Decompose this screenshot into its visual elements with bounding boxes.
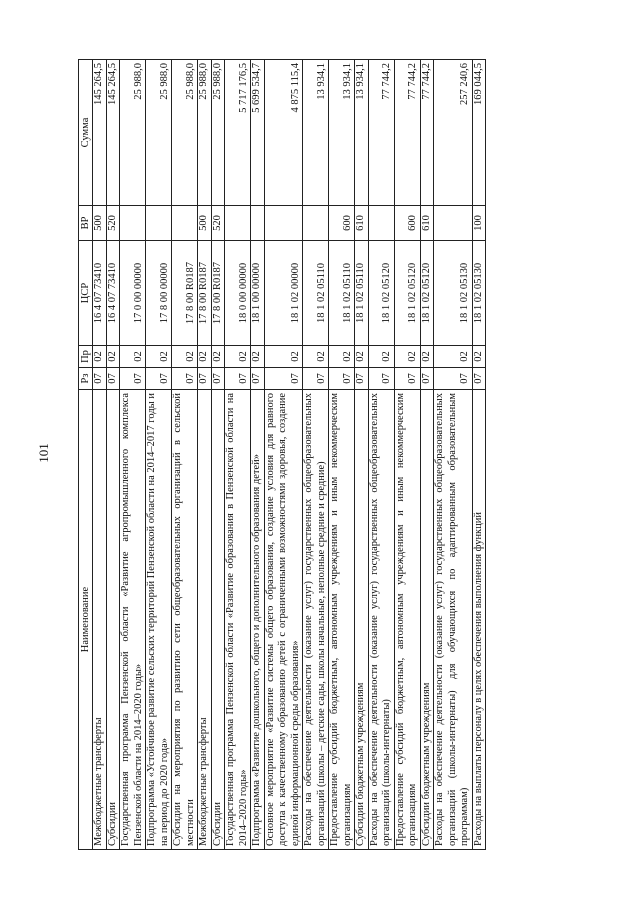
cell-sum: 13 934,1 bbox=[303, 60, 329, 206]
cell-name: Расходы на выплаты персоналу в целях обеспечения выполнения функций bbox=[472, 390, 486, 850]
cell-csr: 18 1 02 05110 bbox=[303, 241, 329, 346]
cell-sum: 77 744,2 bbox=[420, 60, 434, 206]
cell-csr: 17 8 00 R0187 bbox=[211, 241, 225, 346]
cell-sum: 169 044,5 bbox=[472, 60, 486, 206]
cell-name: Субсидии на мероприятия по развитию сети общеобразовательных организаций в сельской местности bbox=[172, 390, 198, 850]
cell-vr bbox=[172, 206, 198, 241]
cell-rz: 07 bbox=[472, 368, 486, 390]
table-row bbox=[355, 60, 369, 850]
cell-rz: 07 bbox=[93, 368, 107, 390]
cell-rz: 07 bbox=[120, 368, 146, 390]
cell-pr: 02 bbox=[355, 346, 369, 368]
cell-sum: 4 875 115,4 bbox=[264, 60, 303, 206]
table-body bbox=[93, 60, 486, 850]
cell-sum: 77 744,2 bbox=[394, 60, 420, 206]
header-rz: Рз bbox=[79, 368, 93, 390]
cell-sum: 25 988,0 bbox=[172, 60, 198, 206]
cell-csr: 18 1 02 05120 bbox=[368, 241, 394, 346]
cell-csr: 17 8 00 00000 bbox=[146, 241, 172, 346]
cell-pr: 02 bbox=[251, 346, 265, 368]
cell-rz: 07 bbox=[303, 368, 329, 390]
cell-rz: 07 bbox=[329, 368, 355, 390]
cell-csr: 17 0 00 00000 bbox=[120, 241, 146, 346]
rotated-page-content bbox=[78, 60, 558, 850]
cell-csr: 18 1 00 00000 bbox=[251, 241, 265, 346]
table-row bbox=[198, 60, 212, 850]
cell-vr bbox=[264, 206, 303, 241]
cell-vr: 500 bbox=[93, 206, 107, 241]
cell-rz: 07 bbox=[198, 368, 212, 390]
cell-pr: 02 bbox=[198, 346, 212, 368]
cell-sum: 257 240,6 bbox=[434, 60, 473, 206]
table-row bbox=[172, 60, 198, 850]
cell-rz: 07 bbox=[211, 368, 225, 390]
table-row bbox=[251, 60, 265, 850]
cell-rz: 07 bbox=[172, 368, 198, 390]
cell-sum: 5 699 534,7 bbox=[251, 60, 265, 206]
cell-rz: 07 bbox=[434, 368, 473, 390]
cell-name: Подпрограмма «Устойчивое развитие сельских территорий Пензенской области на 2014–2017 годы и на период до 2020 года» bbox=[146, 390, 172, 850]
cell-rz: 07 bbox=[368, 368, 394, 390]
cell-name: Расходы на обеспечение деятельности (оказание услуг) государственных общеобразовательных организаций (школы-интернаты) bbox=[368, 390, 394, 850]
table-row bbox=[472, 60, 486, 850]
cell-rz: 07 bbox=[146, 368, 172, 390]
cell-name: Предоставление субсидий бюджетным, автономным учреждениям и иным некоммерческим организациям bbox=[394, 390, 420, 850]
cell-csr: 18 1 02 05120 bbox=[394, 241, 420, 346]
cell-csr: 17 8 00 R0187 bbox=[198, 241, 212, 346]
cell-rz: 07 bbox=[355, 368, 369, 390]
cell-sum: 13 934,1 bbox=[329, 60, 355, 206]
cell-pr: 02 bbox=[420, 346, 434, 368]
cell-sum: 145 264,5 bbox=[93, 60, 107, 206]
cell-name: Субсидии bbox=[211, 390, 225, 850]
cell-pr: 02 bbox=[394, 346, 420, 368]
cell-vr: 600 bbox=[394, 206, 420, 241]
cell-vr: 610 bbox=[355, 206, 369, 241]
header-pr: Пр bbox=[79, 346, 93, 368]
cell-csr: 18 1 02 05130 bbox=[472, 241, 486, 346]
table-row bbox=[211, 60, 225, 850]
cell-vr: 500 bbox=[198, 206, 212, 241]
cell-csr: 18 1 02 05120 bbox=[420, 241, 434, 346]
cell-pr: 02 bbox=[368, 346, 394, 368]
table-row bbox=[420, 60, 434, 850]
cell-sum: 25 988,0 bbox=[198, 60, 212, 206]
cell-name: Расходы на обеспечение деятельности (оказание услуг) государственных общеобразовательных организаций (школы-интернаты) для обучающихся по адаптированным образовательным программам) bbox=[434, 390, 473, 850]
header-name: Наименование bbox=[79, 390, 93, 850]
cell-csr: 18 1 02 00000 bbox=[264, 241, 303, 346]
cell-name: Государственная программа Пензенской области «Развитие образования в Пензенской области на 2014–2020 годы» bbox=[225, 390, 251, 850]
cell-pr: 02 bbox=[106, 346, 120, 368]
cell-name: Субсидии bbox=[106, 390, 120, 850]
cell-name: Расходы на обеспечение деятельности (оказание услуг) государственных общеобразовательных организаций (школы – детские сады, школы начальные, неполные средние и средние) bbox=[303, 390, 329, 850]
cell-sum: 13 934,1 bbox=[355, 60, 369, 206]
cell-name: Межбюджетные трансферты bbox=[93, 390, 107, 850]
cell-vr bbox=[303, 206, 329, 241]
cell-vr: 600 bbox=[329, 206, 355, 241]
table-row bbox=[264, 60, 303, 850]
cell-pr: 02 bbox=[93, 346, 107, 368]
cell-vr: 610 bbox=[420, 206, 434, 241]
cell-name: Государственная программа Пензенской области «Развитие агропромышленного комплекса Пензенской области на 2014–2020 годы» bbox=[120, 390, 146, 850]
cell-vr: 520 bbox=[211, 206, 225, 241]
cell-sum: 5 717 176,5 bbox=[225, 60, 251, 206]
cell-vr: 100 bbox=[472, 206, 486, 241]
table-row bbox=[303, 60, 329, 850]
cell-vr bbox=[368, 206, 394, 241]
cell-csr: 18 1 02 05110 bbox=[355, 241, 369, 346]
cell-pr: 02 bbox=[146, 346, 172, 368]
cell-name: Предоставление субсидий бюджетным, автономным учреждениям и иным некоммерческим организациям bbox=[329, 390, 355, 850]
cell-sum: 25 988,0 bbox=[146, 60, 172, 206]
table-row bbox=[394, 60, 420, 850]
table-row bbox=[329, 60, 355, 850]
page-number: 101 bbox=[36, 443, 51, 463]
cell-sum: 145 264,5 bbox=[106, 60, 120, 206]
cell-sum: 77 744,2 bbox=[368, 60, 394, 206]
cell-csr: 16 4 07 73410 bbox=[93, 241, 107, 346]
cell-rz: 07 bbox=[225, 368, 251, 390]
table-row bbox=[106, 60, 120, 850]
header-vr: ВР bbox=[79, 206, 93, 241]
cell-rz: 07 bbox=[264, 368, 303, 390]
table-row bbox=[93, 60, 107, 850]
cell-pr: 02 bbox=[264, 346, 303, 368]
cell-vr bbox=[434, 206, 473, 241]
cell-pr: 02 bbox=[303, 346, 329, 368]
cell-sum: 25 988,0 bbox=[211, 60, 225, 206]
table-row bbox=[225, 60, 251, 850]
cell-vr bbox=[225, 206, 251, 241]
cell-csr: 18 0 00 00000 bbox=[225, 241, 251, 346]
cell-pr: 02 bbox=[120, 346, 146, 368]
cell-name: Субсидии бюджетным учреждениям bbox=[355, 390, 369, 850]
cell-pr: 02 bbox=[472, 346, 486, 368]
table-row bbox=[120, 60, 146, 850]
header-csr: ЦСР bbox=[79, 241, 93, 346]
cell-pr: 02 bbox=[225, 346, 251, 368]
cell-name: Подпрограмма «Развитие дошкольного, общего и дополнительного образования детей» bbox=[251, 390, 265, 850]
cell-rz: 07 bbox=[251, 368, 265, 390]
cell-name: Субсидии бюджетным учреждениям bbox=[420, 390, 434, 850]
cell-rz: 07 bbox=[106, 368, 120, 390]
cell-csr: 17 8 00 R0187 bbox=[172, 241, 198, 346]
cell-pr: 02 bbox=[434, 346, 473, 368]
budget-table bbox=[78, 59, 486, 850]
cell-vr bbox=[251, 206, 265, 241]
cell-csr: 18 1 02 05130 bbox=[434, 241, 473, 346]
cell-vr bbox=[120, 206, 146, 241]
cell-name: Основное мероприятие «Развитие системы общего образования, создание условия для равного доступа к качественному образованию детей с ограниченными возможностями здоровья, создание единой информационной среды образования» bbox=[264, 390, 303, 850]
cell-vr: 520 bbox=[106, 206, 120, 241]
cell-rz: 07 bbox=[420, 368, 434, 390]
cell-name: Межбюджетные трансферты bbox=[198, 390, 212, 850]
cell-csr: 16 4 07 73410 bbox=[106, 241, 120, 346]
table-header-row bbox=[79, 60, 93, 850]
cell-pr: 02 bbox=[329, 346, 355, 368]
table-row bbox=[146, 60, 172, 850]
header-sum: Сумма bbox=[79, 60, 93, 206]
cell-pr: 02 bbox=[211, 346, 225, 368]
cell-rz: 07 bbox=[394, 368, 420, 390]
cell-pr: 02 bbox=[172, 346, 198, 368]
cell-vr bbox=[146, 206, 172, 241]
table-row bbox=[368, 60, 394, 850]
table-row bbox=[434, 60, 473, 850]
cell-csr: 18 1 02 05110 bbox=[329, 241, 355, 346]
cell-sum: 25 988,0 bbox=[120, 60, 146, 206]
